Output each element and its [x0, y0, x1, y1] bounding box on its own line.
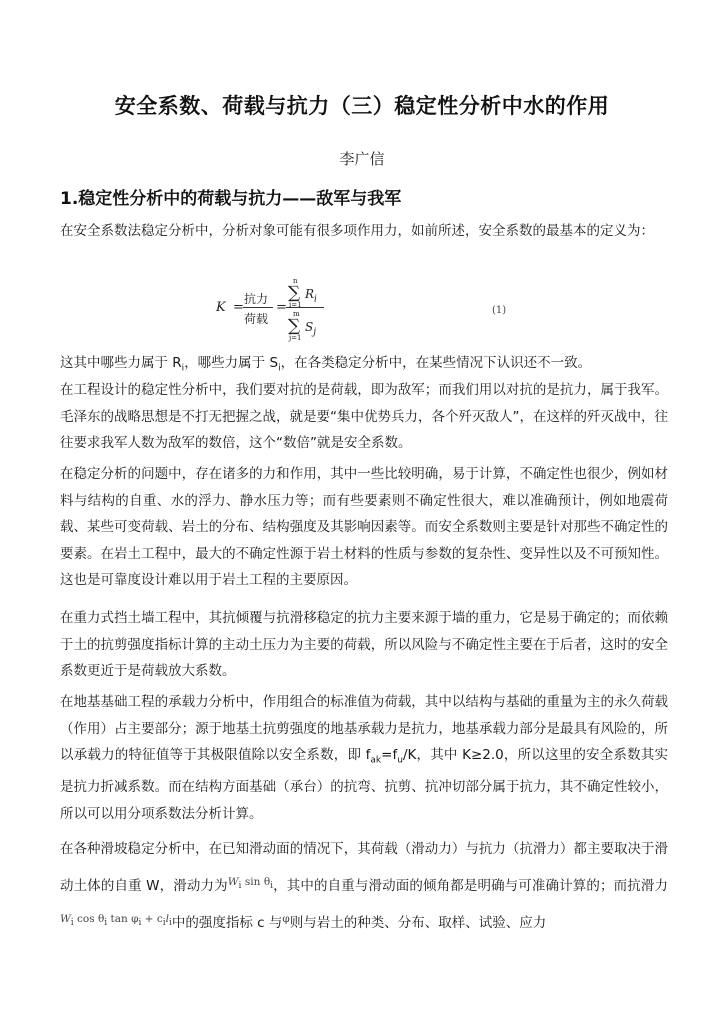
- phi-symbol: φ: [282, 913, 290, 926]
- author-name: 李广信: [339, 150, 385, 168]
- paragraph-2: 这其中哪些力属于 $R_i$，哪些力属于 $S_i$，在各类稳定分析中，在某些情况下认识还不一致。: [60, 355, 592, 374]
- sigma-icon: ∑: [288, 316, 301, 336]
- sum-upper-limit-n: n: [293, 277, 298, 285]
- formula-equals-2: =: [276, 300, 287, 315]
- sigma-icon: ∑: [288, 283, 301, 303]
- formula-fraction-line: [243, 307, 273, 308]
- var-S: $S_j$: [305, 320, 317, 338]
- sum-upper-limit-m: m: [293, 310, 300, 318]
- paragraph-7: 在各种滑坡稳定分析中，在已知滑动面的情况下，其荷载（滑动力）与抗力（抗滑力）都主要取决于滑动土体的自重 W，滑动力为$^{Wi sin \theta i}$，其中的自重与滑动面的倾角都是明确与可准确计算的；而抗滑力$^{Wi cos \theta i tan \varphi i + cili}$中的强度指标 c 与$^\varphi$则与岩土的种类、分布、取样、试验、应力: [60, 841, 669, 932]
- sliding-force-formula: Wi sin θi: [227, 876, 274, 892]
- equation-number: (1): [492, 305, 507, 316]
- document-title: 安全系数、荷载与抗力（三）稳定性分析中水的作用: [114, 94, 610, 118]
- paragraph-5: 在重力式挡土墙工程中，其抗倾覆与抗滑移稳定的抗力主要来源于墙的重力，它是易于确定的；而依赖于土的抗剪强度指标计算的主动土压力为主要的荷载，所以风险与不确定性主要在于后者，这时的安全系数更近于是荷载放大系数。: [60, 610, 668, 679]
- safety-factor-formula: [200, 276, 520, 346]
- var-R: $R_i$: [305, 287, 317, 305]
- paragraph-1: 在安全系数法稳定分析中，分析对象可能有很多项作用力，如前所述，安全系数的最基本的定义为：: [60, 223, 654, 239]
- paragraph-6: 在地基基础工程的承载力分析中，作用组合的标准值为荷载，其中以结构与基础的重量为主的永久荷载（作用）占主要部分；源于地基土抗剪强度的地基承载力是抗力，地基承载力部分是最具有风险的，所以承载力的特征值等于其极限值除以安全系数，即 $f_{ak}=f_u/K$，其中 K≥2.0，所以这里的安全系数其实是抗力折减系数。而在结构方面基础（承台）的抗弯、抗剪、抗冲切部分属于抗力，其不确定性较小，所以可以用分项系数法分析计算。: [60, 694, 669, 822]
- formula-equals: =: [233, 300, 244, 315]
- paragraph-3: 在工程设计的稳定性分析中，我们要对抗的是荷载，即为敌军；而我们用以对抗的是抗力，属于我军。毛泽东的战略思想是不打无把握之战，就是要“集中优势兵力，各个歼灭敌人”，在这样的歼灭战中，往往要求我军人数为敌军的数倍，这个“数倍”就是安全系数。: [60, 382, 668, 451]
- section-heading: 1.稳定性分析中的荷载与抗力——敌军与我军: [60, 189, 402, 209]
- sum-lower-limit-j: j=1: [289, 334, 302, 342]
- sum-lower-limit-i: i=1: [289, 301, 302, 309]
- formula-lhs: K: [216, 300, 226, 315]
- formula-main-fraction-line: [286, 307, 324, 308]
- formula-word-numerator: 抗力: [244, 292, 269, 306]
- resisting-force-formula: Wi cos θi tan φi + cili: [60, 913, 172, 929]
- paragraph-4: 在稳定分析的问题中，存在诸多的力和作用，其中一些比较明确，易于计算，不确定性也很少，例如材料与结构的自重、水的浮力、静水压力等；而有些要素则不确定性很大，难以准确预计，例如地震荷载、某些可变荷载、岩土的分布、结构强度及其影响因素等。而安全系数则主要是针对那些不确定性的要素。在岩土工程中，最大的不确定性源于岩土材料的性质与参数的复杂性、变异性以及不可预知性。这也是可靠度设计难以用于岩土工程的主要原因。: [60, 466, 668, 588]
- formula-word-denominator: 荷载: [244, 312, 269, 326]
